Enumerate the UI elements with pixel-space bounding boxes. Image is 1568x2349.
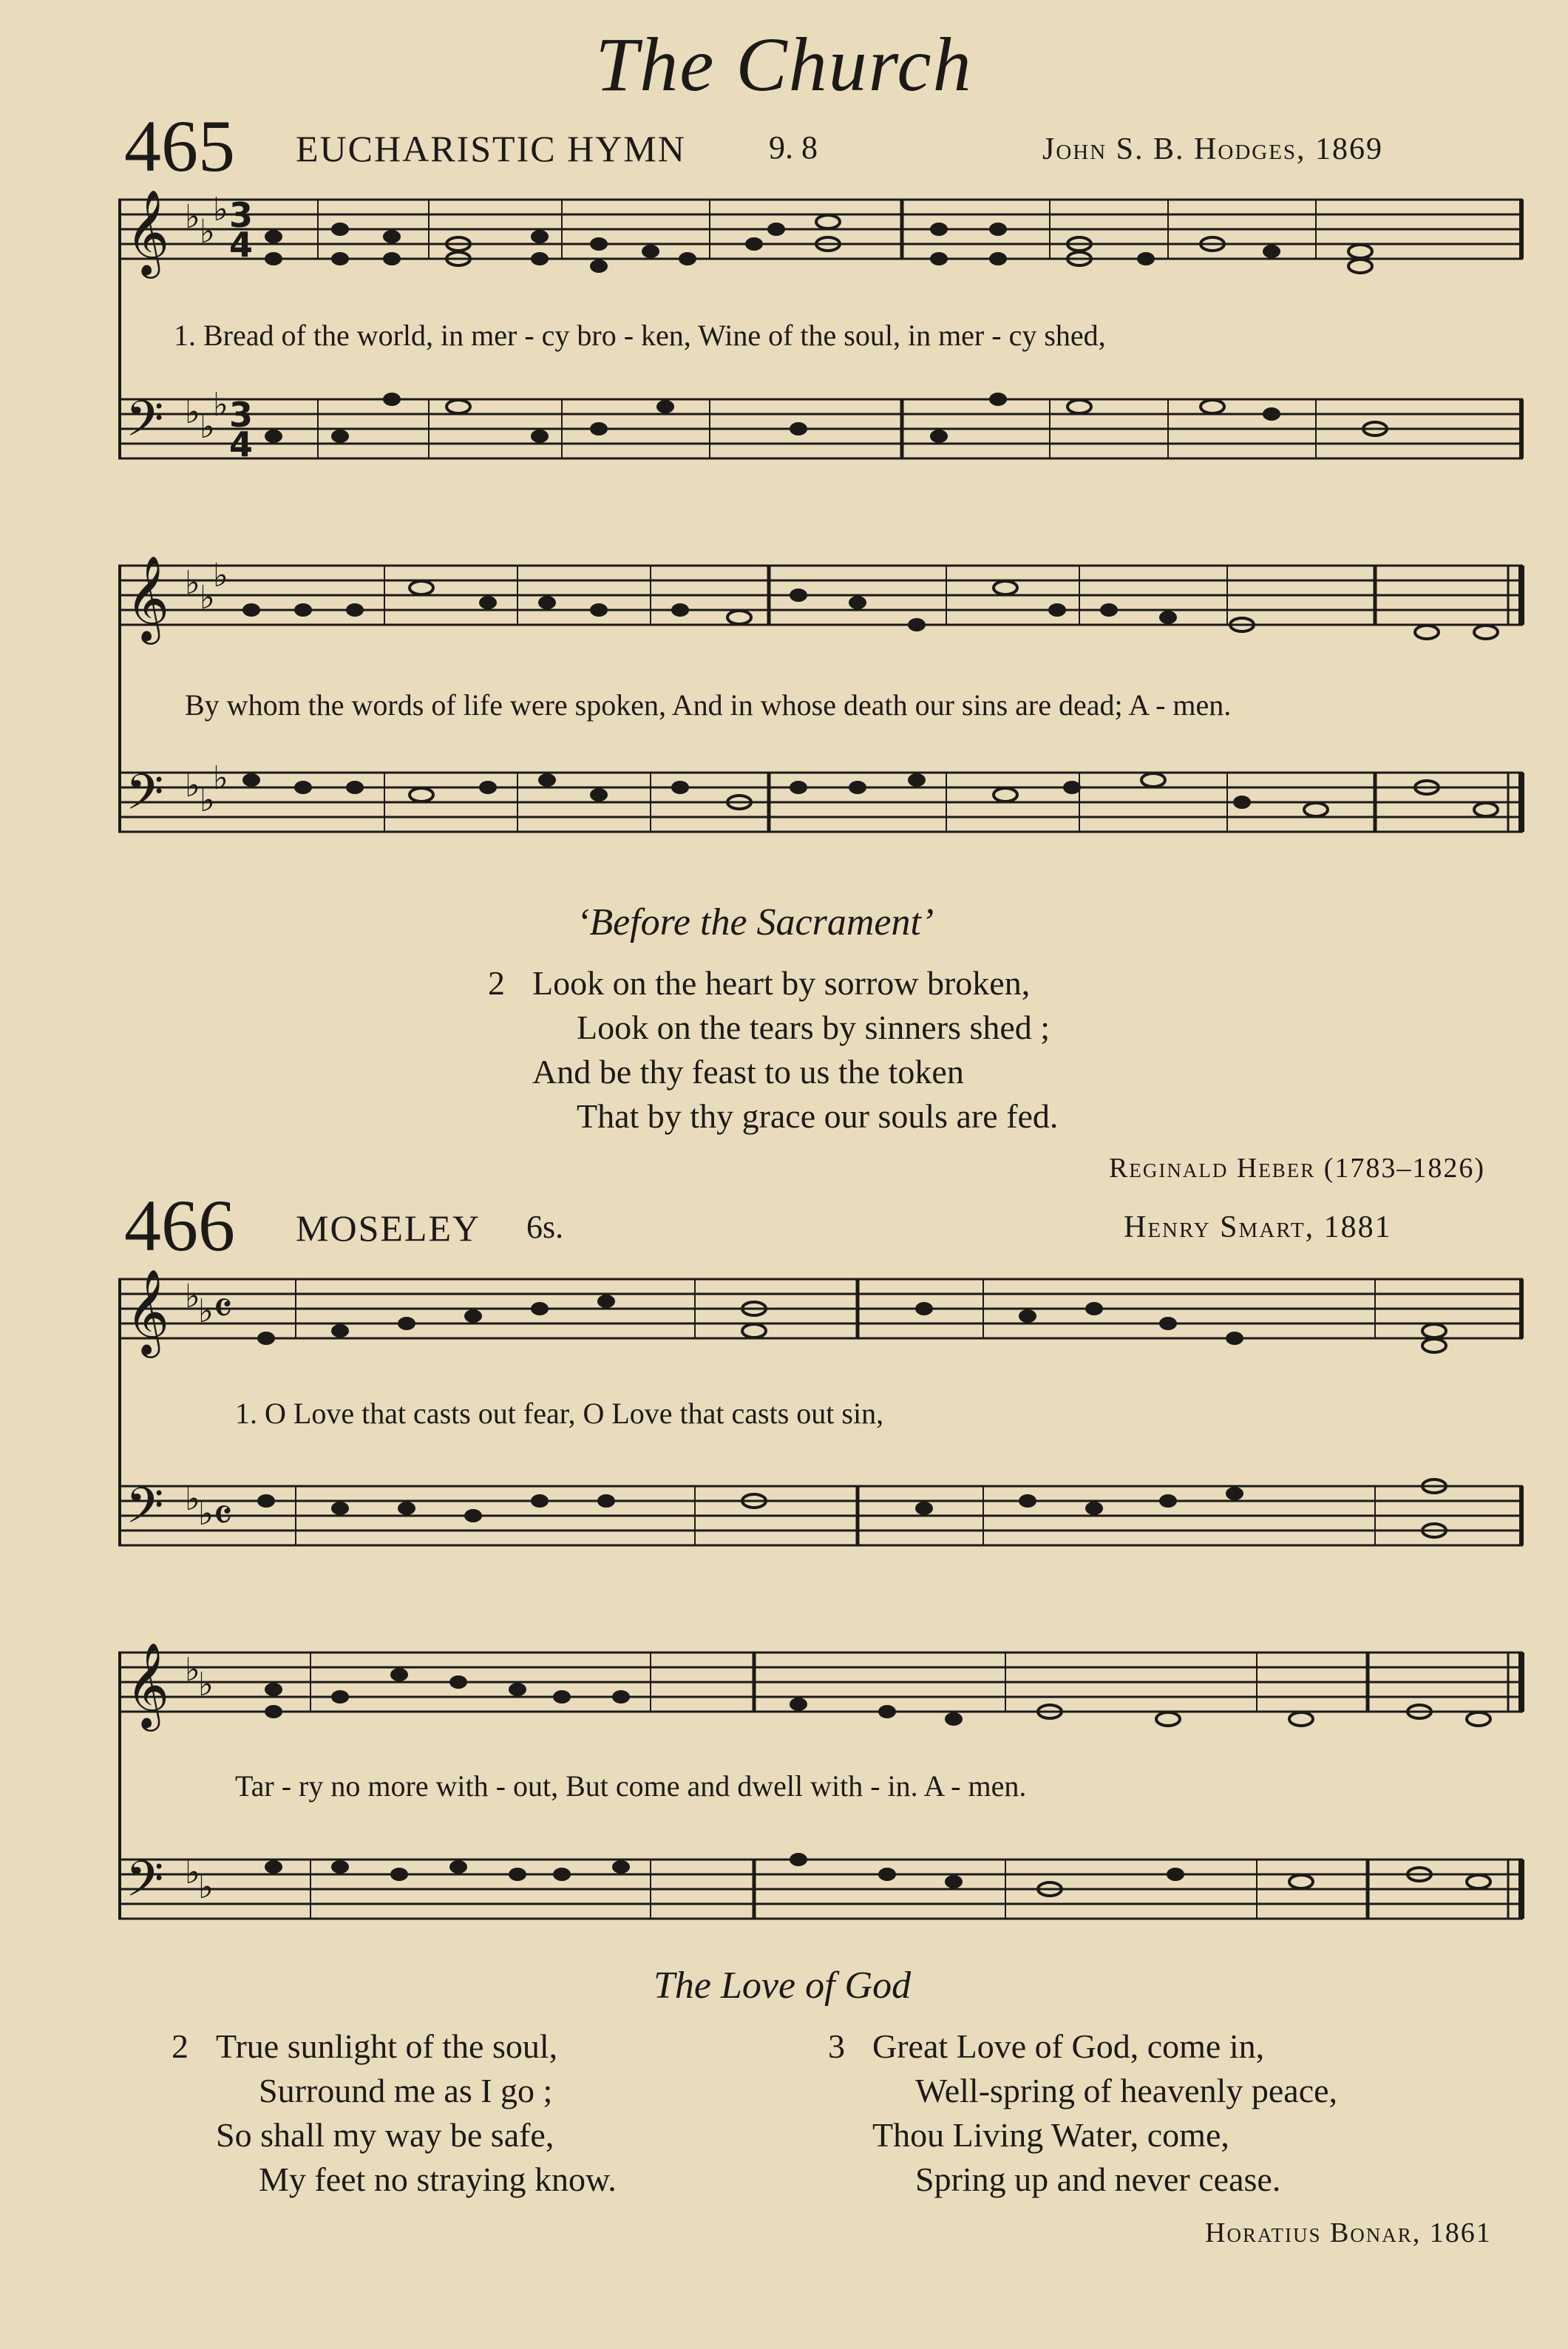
svg-text:♭: ♭ [198, 1292, 214, 1330]
verse-line: Look on the tears by sinners shed ; [577, 1009, 1051, 1046]
svg-text:3: 3 [229, 395, 254, 435]
verse-line: My feet no straying know. [259, 2160, 617, 2198]
svg-text:♭: ♭ [213, 386, 228, 424]
svg-text:𝄞: 𝄞 [126, 555, 170, 641]
verse-line: That by thy grace our souls are fed. [577, 1097, 1059, 1135]
hymn-466-verse-2 [172, 2024, 617, 2202]
svg-text:♭: ♭ [185, 1480, 200, 1518]
hymn-465-author: Reginald Heber (1783–1826) [1109, 1153, 1486, 1184]
svg-text:𝄴: 𝄴 [213, 1490, 233, 1542]
svg-text:♭: ♭ [213, 191, 228, 228]
verse-number: 3 [828, 2027, 845, 2065]
svg-text:𝄞: 𝄞 [126, 1641, 170, 1728]
svg-text:♭: ♭ [185, 198, 200, 236]
hymn-465-lyrics-line-2: By whom the words of life were spoken, And in whose death our sins are dead; A - men. [185, 688, 1232, 722]
svg-text:𝄢: 𝄢 [126, 1851, 164, 1919]
hymn-466-meter: 6s. [526, 1209, 564, 1245]
verse-line: Look on the heart by sorrow broken, [532, 964, 1031, 1002]
svg-text:♭: ♭ [200, 782, 215, 819]
svg-text:3: 3 [229, 195, 254, 235]
verse-line: And be thy feast to us the token [532, 1053, 964, 1091]
svg-text:𝄴: 𝄴 [213, 1283, 233, 1335]
verse-line: Spring up and never cease. [915, 2160, 1281, 2198]
svg-text:♭: ♭ [185, 564, 200, 602]
svg-text:𝄢: 𝄢 [126, 764, 164, 833]
verse-line: So shall my way be safe, [216, 2116, 554, 2154]
svg-text:♭: ♭ [185, 393, 200, 431]
svg-text:4: 4 [229, 225, 254, 265]
svg-text:♭: ♭ [185, 767, 200, 804]
svg-text:♭: ♭ [185, 1651, 200, 1689]
svg-text:♭: ♭ [185, 1854, 200, 1891]
svg-text:4: 4 [229, 424, 254, 464]
svg-text:♭: ♭ [185, 1278, 200, 1315]
svg-text:♭: ♭ [198, 1868, 214, 1906]
verse-number: 2 [172, 2027, 189, 2065]
svg-text:𝄢: 𝄢 [126, 1477, 164, 1546]
svg-text:♭: ♭ [200, 579, 215, 617]
hymn-465-verse-2 [488, 961, 1058, 1139]
svg-text:♭: ♭ [213, 557, 228, 594]
svg-text:♭: ♭ [198, 1666, 214, 1704]
verse-number: 2 [488, 964, 505, 1002]
hymn-466-tune: MOSELEY [296, 1207, 481, 1249]
hymn-466-composer: Henry Smart, 1881 [1124, 1210, 1392, 1244]
svg-text:𝄞: 𝄞 [126, 189, 170, 275]
verse-line: Great Love of God, come in, [872, 2027, 1265, 2065]
hymn-466-verse-3 [828, 2024, 1337, 2202]
hymn-465-lyrics-line-1: 1. Bread of the world, in mer - cy bro - ken, Wine of the soul, in mer - cy shed, [174, 319, 1106, 352]
svg-text:𝄞: 𝄞 [126, 1268, 170, 1355]
verse-line: Surround me as I go ; [259, 2072, 553, 2109]
hymn-465-number: 465 [124, 105, 235, 187]
svg-text:𝄢: 𝄢 [126, 390, 164, 459]
svg-text:♭: ♭ [198, 1495, 214, 1533]
svg-text:♭: ♭ [213, 759, 228, 797]
hymn-465-composer: John S. B. Hodges, 1869 [1042, 132, 1384, 166]
verse-line: True sunlight of the soul, [216, 2027, 558, 2065]
hymn-465-section-title: ‘Before the Sacrament’ [577, 901, 934, 943]
page-header: The Church [595, 22, 973, 107]
hymn-466-lyrics-line-1: 1. O Love that casts out fear, O Love that casts out sin, [235, 1397, 884, 1430]
verse-line: Thou Living Water, come, [872, 2116, 1229, 2154]
hymn-466-number: 466 [124, 1184, 235, 1267]
svg-text:♭: ♭ [200, 408, 215, 446]
hymn-465-meter: 9. 8 [769, 129, 818, 166]
hymn-466-author: Horatius Bonar, 1861 [1205, 2217, 1492, 2248]
svg-text:♭: ♭ [200, 213, 215, 251]
verse-line: Well-spring of heavenly peace, [915, 2072, 1338, 2109]
hymn-466-section-title: The Love of God [654, 1965, 912, 2007]
hymn-465-tune: EUCHARISTIC HYMN [296, 128, 686, 169]
hymn-466-lyrics-line-2: Tar - ry no more with - out, But come and dwell with - in. A - men. [235, 1769, 1027, 1803]
